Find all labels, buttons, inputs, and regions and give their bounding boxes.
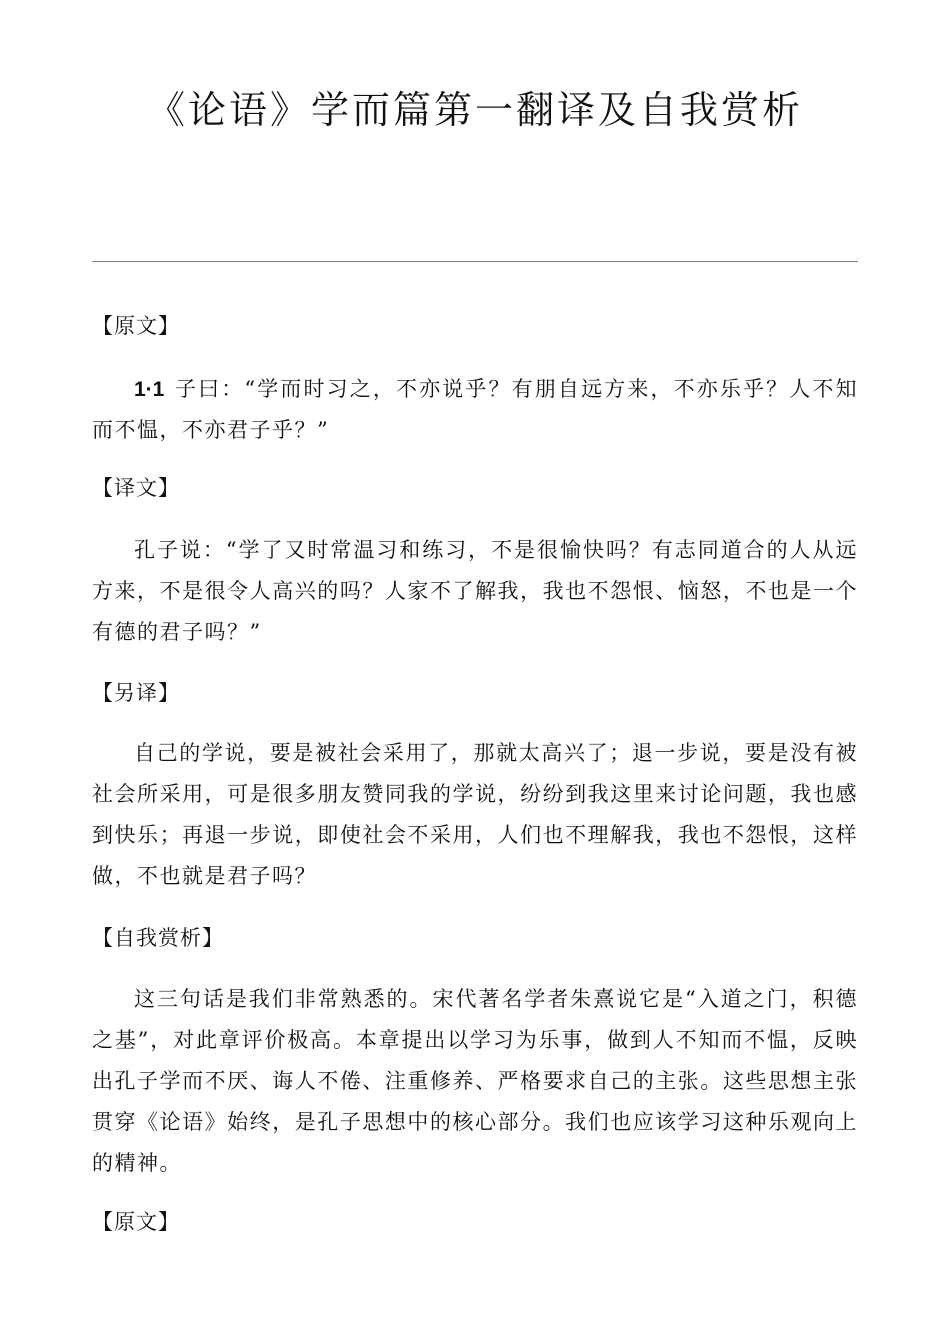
section-heading-original: 【原文】: [92, 314, 180, 338]
translation-paragraph: 孔子说：“学了又时常温习和练习，不是很愉快吗？有志同道合的人从远方来，不是很令人高兴的吗？人家不了解我，我也不怨恨、恼怒，不也是一个有德的君子吗？”: [92, 538, 858, 644]
section-heading-alt-translation: 【另译】: [92, 681, 180, 705]
section-heading-original-next: 【原文】: [92, 1210, 180, 1234]
original-text-paragraph: [92, 369, 858, 451]
appreciation-paragraph: 这三句话是我们非常熟悉的。宋代著名学者朱熹说它是“入道之门，积德之基”，对此章评价极高。本章提出以学习为乐事，做到人不知而不愠，反映出孔子学而不厌、诲人不倦、注重修养、严格要求自己的主张。这些思想主张贯穿《论语》始终，是孔子思想中的核心部分。我们也应该学习这种乐观向上的精神。: [92, 987, 858, 1175]
section-heading-appreciation: 【自我赏析】: [92, 926, 224, 950]
divider: [92, 261, 858, 262]
chapter-number: 1·1: [134, 378, 165, 401]
alt-translation-paragraph: 自己的学说，要是被社会采用了，那就太高兴了；退一步说，要是没有被社会所采用，可是很多朋友赞同我的学说，纷纷到我这里来讨论问题，我也感到快乐；再退一步说，即使社会不采用，人们也不理解我，我也不怨恨，这样做，不也就是君子吗？: [92, 741, 858, 888]
original-text: 子曰：“学而时习之，不亦说乎？有朋自远方来，不亦乐乎？人不知而不愠，不亦君子乎？”: [92, 377, 858, 442]
page-title: 《论语》学而篇第一翻译及自我赏析: [146, 88, 803, 132]
section-heading-translation: 【译文】: [92, 476, 180, 500]
